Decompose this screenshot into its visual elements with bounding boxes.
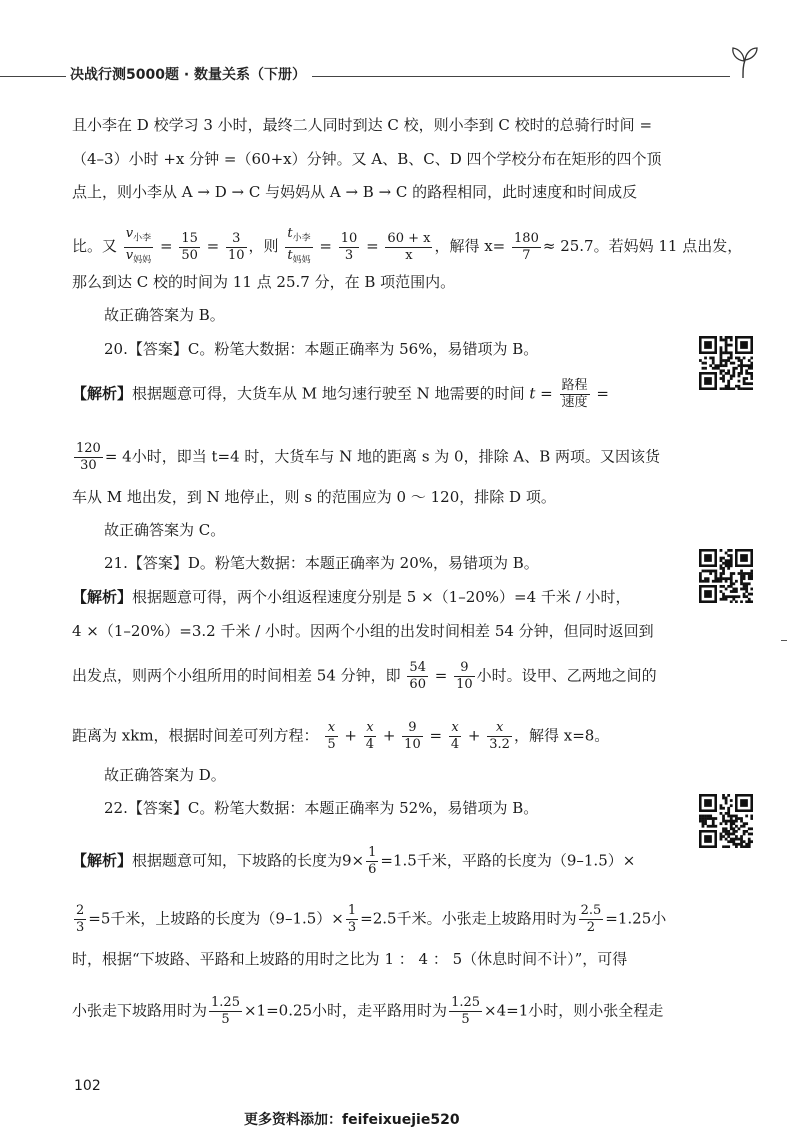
answer-heading: 21.【答案】D。粉笔大数据：本题正确率为 20%，易错项为 B。	[104, 554, 539, 572]
explanation-line: $\frac{120}{30}$ = 4小时，即当 t=4 时，大货车与 N 地的距离 s 为 0，排除 A、B 两项。又因该货	[76, 441, 660, 473]
explanation-line: 小张走下坡路用时为 $\frac{1.25}{5}$ ×1=0.25小时，走平路用时为 $\frac{1.25}{5}$ ×4=1小时，则小张全程走	[72, 995, 664, 1027]
explanation-line: 【解析】根据题意可得，两个小组返程速度分别是 5 ×（1–20%）=4 千米 / 小时，	[72, 588, 631, 606]
fraction: $\frac{9}{10}$	[404, 720, 421, 752]
explanation-line: 【解析】根据题意可知，下坡路的长度为9× $\frac{1}{6}$ =1.5千米，平路的长度为（9–1.5）×	[72, 845, 636, 877]
qr-code-icon[interactable]	[699, 549, 753, 603]
header-rule-right	[312, 76, 730, 77]
fraction: $\frac{x}{4}$	[365, 720, 375, 752]
fraction: $\frac{1}{3}$	[347, 903, 357, 935]
text-line: 时，根据“下坡路、平路和上坡路的用时之比为 1 ： 4 ： 5（休息时间不计）”，可得	[72, 950, 628, 968]
explanation-line: $\frac{2}{3}$ =5千米，上坡路的长度为（9–1.5）× $\frac{1}{3}$ =2.5千米。小张走上坡路用时为 $\frac{2.5}{2}$ =1.25小	[76, 903, 667, 935]
text-line: 那么到达 C 校的时间为 11 点 25.7 分，在 B 项范围内。	[72, 273, 456, 291]
fraction: $\frac{2}{3}$	[76, 903, 85, 935]
text-line: （4–3）小时 +x 分钟 =（60+x）分钟。又 A、B、C、D 四个学校分布在矩形的四个顶	[72, 150, 662, 168]
fraction: $\frac{1.25}{5}$	[451, 995, 481, 1027]
sprout-icon	[728, 44, 762, 80]
answer-conclusion: 故正确答案为 D。	[104, 766, 226, 784]
fraction: $\frac{2.5}{2}$	[580, 903, 602, 935]
fraction: $\frac{10}{3}$	[340, 230, 358, 263]
answer-conclusion: 故正确答案为 B。	[104, 306, 225, 324]
text-line: 4 ×（1–20%）=3.2 千米 / 小时。因两个小组的出发时间相差 54 分钟，但同时返回到	[72, 622, 654, 640]
fraction: $\frac{60 + x}{x}$	[387, 230, 431, 263]
page-number: 102	[74, 1078, 101, 1094]
margin-mark	[781, 640, 787, 641]
text-line: 且小李在 D 校学习 3 小时，最终二人同时到达 C 校，则小李到 C 校时的总骑行时间 =	[72, 116, 653, 134]
explanation-line: 出发点，则两个小组所用的时间相差 54 分钟，即 $\frac{54}{60}$ = $\frac{9}{10}$ 小时。设甲、乙两地之间的	[72, 660, 657, 692]
answer-conclusion: 故正确答案为 C。	[104, 521, 226, 539]
fraction: $\frac{\text{路程}}{\text{速度}}$	[561, 378, 588, 410]
fraction: $\frac{3}{10}$	[228, 230, 245, 263]
explanation-line: 【解析】根据题意可得，大货车从 M 地匀速行驶至 N 地需要的时间 t = $\frac{\text{路程}}{\text{速度}}$ =	[72, 378, 609, 410]
text-line: 点上，则小李从 A → D → C 与妈妈从 A → B → C 的路程相同，此时速度和时间成反	[72, 183, 638, 201]
fraction: $\frac{54}{60}$	[409, 660, 426, 692]
qr-code-icon[interactable]	[699, 794, 753, 848]
fraction: $\frac{v_{小李}}{v_{妈妈}}$	[125, 226, 152, 266]
fraction: $\frac{120}{30}$	[76, 441, 101, 473]
fraction: $\frac{x}{5}$	[327, 720, 336, 752]
equation-line: 距离为 xkm，根据时间差可列方程： $\frac{x}{5}$ + $\frac{x}{4}$ + $\frac{9}{10}$ = $\frac{x}{4}$ + $\frac{x}{3.2}$ ，解得 x=8。	[72, 720, 610, 752]
fraction: $\frac{9}{10}$	[456, 660, 473, 692]
qr-code-icon[interactable]	[699, 336, 753, 390]
answer-heading: 22.【答案】C。粉笔大数据：本题正确率为 52%，易错项为 B。	[104, 799, 539, 817]
formula-line: 比。又 $\frac{v_{小李}}{v_{妈妈}}$ = $\frac{15}{50}$ = $\frac{3}{10}$ ，则 $\frac{t_{小李}}{t_{妈妈}}$ = $\frac{10}{3}$ = $\frac{60 + x}{x}$ ，解得 x= $\frac{180}{7}$ ≈ 25.7。若妈妈 11 点出发，	[72, 226, 742, 268]
text-line: 车从 M 地出发，到 N 地停止，则 s 的范围应为 0 ～ 120，排除 D 项。	[72, 488, 556, 506]
fraction: $\frac{1}{6}$	[368, 845, 377, 877]
fraction: $\frac{15}{50}$	[181, 230, 198, 263]
header-title: 决战行测5000题 · 数量关系（下册）	[66, 64, 310, 84]
answer-heading: 20.【答案】C。粉笔大数据：本题正确率为 56%，易错项为 B。	[104, 340, 539, 358]
fraction: $\frac{x}{3.2}$	[489, 720, 510, 752]
fraction: $\frac{x}{4}$	[450, 720, 460, 752]
fraction: $\frac{180}{7}$	[514, 230, 539, 263]
fraction: $\frac{t_{小李}}{t_{妈妈}}$	[287, 226, 311, 266]
fraction: $\frac{1.25}{5}$	[211, 995, 240, 1027]
footer-note: 更多资料添加：feifeixuejie520	[244, 1112, 460, 1128]
header-rule-left	[0, 76, 66, 77]
